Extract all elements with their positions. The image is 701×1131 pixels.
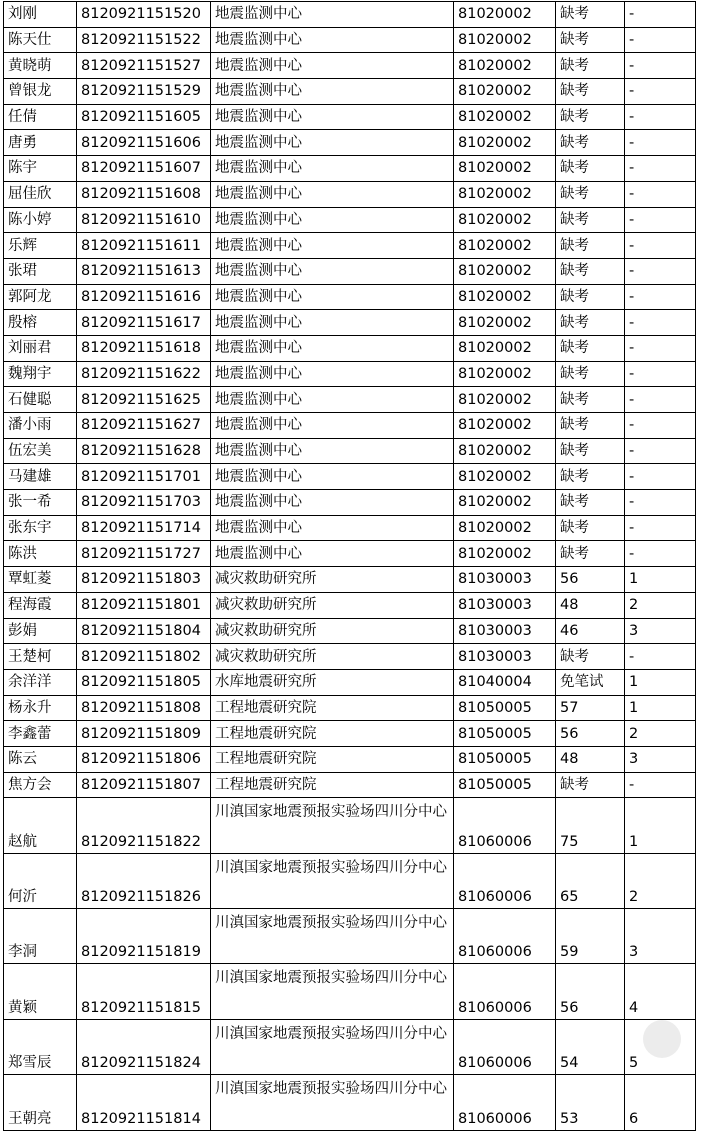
name-cell: 赵航 <box>4 798 77 853</box>
table-row <box>4 695 696 721</box>
rank-cell: - <box>625 258 696 284</box>
table-row <box>4 53 696 79</box>
table-row <box>4 721 696 747</box>
table-row <box>4 798 696 853</box>
name-cell: 黄晓萌 <box>4 53 77 79</box>
position-code-cell: 81020002 <box>454 53 556 79</box>
name-cell: 伍宏美 <box>4 438 77 464</box>
position-code-cell: 81020002 <box>454 310 556 336</box>
position-code-cell: 81020002 <box>454 515 556 541</box>
rank-cell: 6 <box>625 1075 696 1130</box>
table-row <box>4 79 696 105</box>
name-cell: 程海霞 <box>4 592 77 618</box>
unit-cell: 地震监测中心 <box>211 258 454 284</box>
rank-cell: - <box>625 27 696 53</box>
position-code-cell: 81020002 <box>454 79 556 105</box>
exam-id-cell: 8120921151808 <box>77 695 211 721</box>
score-cell: 75 <box>556 798 625 853</box>
exam-id-cell: 8120921151610 <box>77 207 211 233</box>
rank-cell: 5 <box>625 1019 696 1074</box>
name-cell: 王朝亮 <box>4 1075 77 1130</box>
unit-cell: 减灾救助研究所 <box>211 592 454 618</box>
name-cell: 张一希 <box>4 490 77 516</box>
table-row <box>4 1075 696 1130</box>
name-cell: 唐勇 <box>4 130 77 156</box>
name-cell: 彭娟 <box>4 618 77 644</box>
name-cell: 陈小婷 <box>4 207 77 233</box>
unit-cell: 减灾救助研究所 <box>211 644 454 670</box>
score-cell: 缺考 <box>556 335 625 361</box>
unit-cell: 地震监测中心 <box>211 541 454 567</box>
position-code-cell: 81060006 <box>454 1019 556 1074</box>
table-row <box>4 490 696 516</box>
score-cell: 缺考 <box>556 490 625 516</box>
position-code-cell: 81060006 <box>454 798 556 853</box>
rank-cell: - <box>625 2 696 28</box>
position-code-cell: 81020002 <box>454 130 556 156</box>
unit-cell: 地震监测中心 <box>211 284 454 310</box>
rank-cell: 4 <box>625 964 696 1019</box>
unit-cell: 地震监测中心 <box>211 156 454 182</box>
rank-cell: - <box>625 130 696 156</box>
unit-cell: 地震监测中心 <box>211 53 454 79</box>
position-code-cell: 81020002 <box>454 361 556 387</box>
rank-cell: - <box>625 361 696 387</box>
exam-id-cell: 8120921151701 <box>77 464 211 490</box>
name-cell: 王楚柯 <box>4 644 77 670</box>
exam-id-cell: 8120921151804 <box>77 618 211 644</box>
score-cell: 缺考 <box>556 156 625 182</box>
position-code-cell: 81030003 <box>454 644 556 670</box>
position-code-cell: 81050005 <box>454 721 556 747</box>
score-cell: 46 <box>556 618 625 644</box>
table-row <box>4 387 696 413</box>
unit-cell: 川滇国家地震预报实验场四川分中心 <box>211 798 454 853</box>
rank-cell: 3 <box>625 746 696 772</box>
exam-id-cell: 8120921151606 <box>77 130 211 156</box>
position-code-cell: 81020002 <box>454 464 556 490</box>
rank-cell: - <box>625 284 696 310</box>
table-row <box>4 964 696 1019</box>
score-cell: 免笔试 <box>556 669 625 695</box>
score-cell: 54 <box>556 1019 625 1074</box>
exam-id-cell: 8120921151814 <box>77 1075 211 1130</box>
position-code-cell: 81050005 <box>454 746 556 772</box>
position-code-cell: 81060006 <box>454 1075 556 1130</box>
score-cell: 59 <box>556 909 625 964</box>
unit-cell: 地震监测中心 <box>211 207 454 233</box>
unit-cell: 川滇国家地震预报实验场四川分中心 <box>211 1075 454 1130</box>
name-cell: 郭阿龙 <box>4 284 77 310</box>
name-cell: 覃虹菱 <box>4 567 77 593</box>
position-code-cell: 81020002 <box>454 335 556 361</box>
name-cell: 陈洪 <box>4 541 77 567</box>
rank-cell: - <box>625 490 696 516</box>
table-row <box>4 772 696 798</box>
unit-cell: 地震监测中心 <box>211 27 454 53</box>
unit-cell: 地震监测中心 <box>211 515 454 541</box>
score-cell: 57 <box>556 695 625 721</box>
exam-id-cell: 8120921151826 <box>77 853 211 908</box>
rank-cell: - <box>625 413 696 439</box>
table-row <box>4 592 696 618</box>
name-cell: 魏翔宇 <box>4 361 77 387</box>
exam-id-cell: 8120921151607 <box>77 156 211 182</box>
rank-cell: - <box>625 156 696 182</box>
unit-cell: 地震监测中心 <box>211 2 454 28</box>
rank-cell: - <box>625 464 696 490</box>
table-row <box>4 207 696 233</box>
exam-id-cell: 8120921151617 <box>77 310 211 336</box>
rank-cell: - <box>625 438 696 464</box>
name-cell: 潘小雨 <box>4 413 77 439</box>
rank-cell: - <box>625 310 696 336</box>
table-row <box>4 361 696 387</box>
score-cell: 48 <box>556 746 625 772</box>
exam-id-cell: 8120921151803 <box>77 567 211 593</box>
table-row <box>4 541 696 567</box>
rank-cell: 1 <box>625 669 696 695</box>
name-cell: 刘丽君 <box>4 335 77 361</box>
position-code-cell: 81050005 <box>454 772 556 798</box>
score-cell: 56 <box>556 721 625 747</box>
position-code-cell: 81020002 <box>454 413 556 439</box>
position-code-cell: 81020002 <box>454 207 556 233</box>
exam-id-cell: 8120921151805 <box>77 669 211 695</box>
table-row <box>4 104 696 130</box>
name-cell: 何沂 <box>4 853 77 908</box>
position-code-cell: 81020002 <box>454 258 556 284</box>
rank-cell: - <box>625 644 696 670</box>
unit-cell: 地震监测中心 <box>211 233 454 259</box>
unit-cell: 川滇国家地震预报实验场四川分中心 <box>211 1019 454 1074</box>
name-cell: 石健聪 <box>4 387 77 413</box>
unit-cell: 地震监测中心 <box>211 130 454 156</box>
watermark-logo <box>643 1020 681 1058</box>
table-row <box>4 515 696 541</box>
unit-cell: 工程地震研究院 <box>211 695 454 721</box>
table-row <box>4 438 696 464</box>
results-table <box>3 1 696 1131</box>
exam-id-cell: 8120921151714 <box>77 515 211 541</box>
score-cell: 缺考 <box>556 387 625 413</box>
table-row <box>4 258 696 284</box>
name-cell: 张东宇 <box>4 515 77 541</box>
score-cell: 缺考 <box>556 258 625 284</box>
exam-id-cell: 8120921151605 <box>77 104 211 130</box>
score-cell: 缺考 <box>556 644 625 670</box>
unit-cell: 地震监测中心 <box>211 413 454 439</box>
unit-cell: 水库地震研究所 <box>211 669 454 695</box>
table-row <box>4 156 696 182</box>
score-cell: 缺考 <box>556 464 625 490</box>
position-code-cell: 81020002 <box>454 490 556 516</box>
score-cell: 缺考 <box>556 2 625 28</box>
rank-cell: 1 <box>625 567 696 593</box>
name-cell: 余洋洋 <box>4 669 77 695</box>
score-cell: 56 <box>556 567 625 593</box>
exam-id-cell: 8120921151622 <box>77 361 211 387</box>
rank-cell: - <box>625 335 696 361</box>
table-row <box>4 746 696 772</box>
position-code-cell: 81030003 <box>454 567 556 593</box>
name-cell: 张珺 <box>4 258 77 284</box>
table-row <box>4 284 696 310</box>
exam-id-cell: 8120921151703 <box>77 490 211 516</box>
position-code-cell: 81020002 <box>454 156 556 182</box>
name-cell: 马建雄 <box>4 464 77 490</box>
rank-cell: - <box>625 207 696 233</box>
table-row <box>4 233 696 259</box>
name-cell: 陈宇 <box>4 156 77 182</box>
position-code-cell: 81020002 <box>454 2 556 28</box>
unit-cell: 地震监测中心 <box>211 387 454 413</box>
position-code-cell: 81020002 <box>454 438 556 464</box>
table-row <box>4 909 696 964</box>
score-cell: 53 <box>556 1075 625 1130</box>
exam-id-cell: 8120921151802 <box>77 644 211 670</box>
unit-cell: 地震监测中心 <box>211 490 454 516</box>
position-code-cell: 81060006 <box>454 853 556 908</box>
score-cell: 缺考 <box>556 79 625 105</box>
position-code-cell: 81040004 <box>454 669 556 695</box>
position-code-cell: 81020002 <box>454 181 556 207</box>
table-row <box>4 618 696 644</box>
name-cell: 李鑫蕾 <box>4 721 77 747</box>
rank-cell: - <box>625 104 696 130</box>
exam-id-cell: 8120921151809 <box>77 721 211 747</box>
results-table-body <box>4 2 696 1131</box>
exam-id-cell: 8120921151727 <box>77 541 211 567</box>
name-cell: 李洞 <box>4 909 77 964</box>
rank-cell: 3 <box>625 909 696 964</box>
name-cell: 郑雪辰 <box>4 1019 77 1074</box>
exam-id-cell: 8120921151807 <box>77 772 211 798</box>
rank-cell: - <box>625 772 696 798</box>
unit-cell: 地震监测中心 <box>211 310 454 336</box>
unit-cell: 工程地震研究院 <box>211 721 454 747</box>
table-row <box>4 464 696 490</box>
table-row <box>4 130 696 156</box>
position-code-cell: 81020002 <box>454 387 556 413</box>
position-code-cell: 81050005 <box>454 695 556 721</box>
rank-cell: 1 <box>625 798 696 853</box>
rank-cell: - <box>625 79 696 105</box>
rank-cell: 2 <box>625 592 696 618</box>
name-cell: 任倩 <box>4 104 77 130</box>
exam-id-cell: 8120921151822 <box>77 798 211 853</box>
rank-cell: - <box>625 515 696 541</box>
position-code-cell: 81030003 <box>454 618 556 644</box>
unit-cell: 川滇国家地震预报实验场四川分中心 <box>211 964 454 1019</box>
rank-cell: 2 <box>625 853 696 908</box>
rank-cell: 2 <box>625 721 696 747</box>
rank-cell: 3 <box>625 618 696 644</box>
unit-cell: 地震监测中心 <box>211 464 454 490</box>
table-row <box>4 181 696 207</box>
position-code-cell: 81020002 <box>454 104 556 130</box>
name-cell: 屈佳欣 <box>4 181 77 207</box>
unit-cell: 工程地震研究院 <box>211 746 454 772</box>
position-code-cell: 81020002 <box>454 27 556 53</box>
name-cell: 曾银龙 <box>4 79 77 105</box>
unit-cell: 地震监测中心 <box>211 335 454 361</box>
name-cell: 黄颖 <box>4 964 77 1019</box>
exam-id-cell: 8120921151824 <box>77 1019 211 1074</box>
unit-cell: 地震监测中心 <box>211 361 454 387</box>
unit-cell: 地震监测中心 <box>211 438 454 464</box>
unit-cell: 减灾救助研究所 <box>211 618 454 644</box>
table-row <box>4 669 696 695</box>
table-row <box>4 1019 696 1074</box>
score-cell: 缺考 <box>556 284 625 310</box>
table-row <box>4 567 696 593</box>
exam-id-cell: 8120921151613 <box>77 258 211 284</box>
score-cell: 缺考 <box>556 361 625 387</box>
rank-cell: - <box>625 387 696 413</box>
score-cell: 缺考 <box>556 438 625 464</box>
score-cell: 缺考 <box>556 104 625 130</box>
exam-id-cell: 8120921151527 <box>77 53 211 79</box>
position-code-cell: 81060006 <box>454 964 556 1019</box>
rank-cell: - <box>625 53 696 79</box>
exam-id-cell: 8120921151801 <box>77 592 211 618</box>
exam-id-cell: 8120921151815 <box>77 964 211 1019</box>
rank-cell: - <box>625 233 696 259</box>
name-cell: 焦方会 <box>4 772 77 798</box>
exam-id-cell: 8120921151520 <box>77 2 211 28</box>
score-cell: 缺考 <box>556 541 625 567</box>
position-code-cell: 81020002 <box>454 233 556 259</box>
score-cell: 缺考 <box>556 310 625 336</box>
score-cell: 缺考 <box>556 233 625 259</box>
exam-id-cell: 8120921151625 <box>77 387 211 413</box>
score-cell: 65 <box>556 853 625 908</box>
exam-id-cell: 8120921151616 <box>77 284 211 310</box>
score-cell: 缺考 <box>556 207 625 233</box>
score-cell: 缺考 <box>556 413 625 439</box>
rank-cell: - <box>625 181 696 207</box>
position-code-cell: 81020002 <box>454 284 556 310</box>
table-row <box>4 310 696 336</box>
name-cell: 陈云 <box>4 746 77 772</box>
score-cell: 缺考 <box>556 27 625 53</box>
exam-id-cell: 8120921151608 <box>77 181 211 207</box>
table-row <box>4 853 696 908</box>
score-cell: 缺考 <box>556 130 625 156</box>
table-row <box>4 27 696 53</box>
exam-id-cell: 8120921151627 <box>77 413 211 439</box>
name-cell: 陈天仕 <box>4 27 77 53</box>
score-cell: 56 <box>556 964 625 1019</box>
exam-id-cell: 8120921151618 <box>77 335 211 361</box>
table-row <box>4 644 696 670</box>
unit-cell: 川滇国家地震预报实验场四川分中心 <box>211 909 454 964</box>
table-row <box>4 335 696 361</box>
exam-id-cell: 8120921151611 <box>77 233 211 259</box>
score-cell: 48 <box>556 592 625 618</box>
score-cell: 缺考 <box>556 515 625 541</box>
position-code-cell: 81020002 <box>454 541 556 567</box>
unit-cell: 川滇国家地震预报实验场四川分中心 <box>211 853 454 908</box>
unit-cell: 工程地震研究院 <box>211 772 454 798</box>
exam-id-cell: 8120921151628 <box>77 438 211 464</box>
position-code-cell: 81030003 <box>454 592 556 618</box>
rank-cell: 1 <box>625 695 696 721</box>
name-cell: 殷榕 <box>4 310 77 336</box>
table-row <box>4 2 696 28</box>
exam-id-cell: 8120921151522 <box>77 27 211 53</box>
exam-id-cell: 8120921151806 <box>77 746 211 772</box>
name-cell: 乐辉 <box>4 233 77 259</box>
name-cell: 刘刚 <box>4 2 77 28</box>
unit-cell: 地震监测中心 <box>211 104 454 130</box>
unit-cell: 地震监测中心 <box>211 181 454 207</box>
exam-id-cell: 8120921151819 <box>77 909 211 964</box>
unit-cell: 减灾救助研究所 <box>211 567 454 593</box>
position-code-cell: 81060006 <box>454 909 556 964</box>
table-row <box>4 413 696 439</box>
unit-cell: 地震监测中心 <box>211 79 454 105</box>
name-cell: 杨永升 <box>4 695 77 721</box>
score-cell: 缺考 <box>556 181 625 207</box>
rank-cell: - <box>625 541 696 567</box>
score-cell: 缺考 <box>556 53 625 79</box>
score-cell: 缺考 <box>556 772 625 798</box>
exam-id-cell: 8120921151529 <box>77 79 211 105</box>
